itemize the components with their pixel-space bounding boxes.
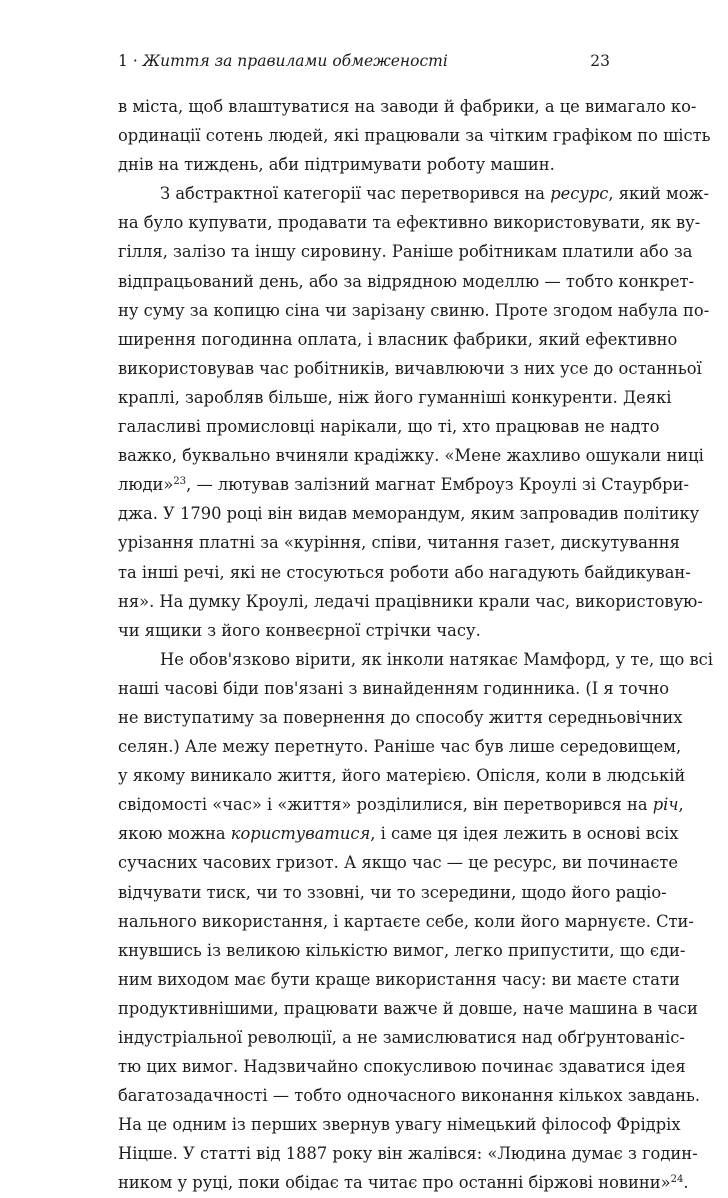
text-line: у якому виникало життя, його матерією. Опісля, коли в людській <box>118 766 686 786</box>
text-line: свідомості «час» і «життя» розділилися, він перетворився на річ, <box>118 795 684 815</box>
text-line: Ніцше. У статті від 1887 року він жалівся: «Людина думає з годин- <box>118 1144 698 1164</box>
text-line: Не обов'язково вірити, як інколи натякає Мамфорд, у те, що всі <box>160 649 713 669</box>
text-line: гілля, залізо та іншу сировину. Раніше робітникам платили або за <box>118 242 693 262</box>
text-line: в міста, щоб влаштуватися на заводи й фабрики, а це вимагало ко- <box>118 97 697 116</box>
text-line: наші часові біди пов'язані з винайденням годинника. (І я точно <box>118 678 670 698</box>
text-line: ня». На думку Кроулі, ледачі працівники крали час, використовую- <box>118 591 703 611</box>
text-line: люди»$^{23}$, — лютував залізний магнат Емброуз Кроулі зі Стаурбри- <box>118 475 689 495</box>
text-line: багатозадачності — тобто одночасного виконання кількох завдань. <box>118 1086 701 1106</box>
text-line: галасливі промисловці нарікали, що ті, хто працював не надто <box>118 417 660 437</box>
body-text <box>118 92 713 1198</box>
running-header <box>118 52 610 74</box>
emphasis: річ <box>652 795 679 815</box>
paragraph <box>118 179 710 645</box>
text-line: селян.) Але межу перетнуто. Раніше час був лише середовищем, <box>118 737 682 757</box>
text-line: та інші речі, які не стосуються роботи або нагадують байдикуван- <box>118 562 691 582</box>
text-line: сучасних часових гризот. А якщо час — це ресурс, ви починаєте <box>118 853 678 873</box>
chapter-number: 1 <box>118 52 128 70</box>
paragraph <box>118 92 711 179</box>
text-line: На це одним із перших звернув увагу німецький філософ Фрідріх <box>118 1115 681 1135</box>
header-separator: · <box>132 52 138 70</box>
text-line: використовував час робітників, вичавлюючи з них усе до останньої <box>118 358 702 378</box>
footnote-ref[interactable]: 23 <box>173 476 187 488</box>
text-line: якою можна користуватися, і саме ця ідея лежить в основі всіх <box>118 824 679 844</box>
text-line: ширення погодинна оплата, і власник фабрики, який ефективно <box>118 329 678 349</box>
text-line: чи ящики з його конвеєрної стрічки часу. <box>118 620 481 640</box>
text-line: ординації сотень людей, які працювали за чітким графіком по шість <box>118 126 711 146</box>
footnote-ref[interactable]: 24 <box>670 1174 684 1186</box>
text-line: відчувати тиск, чи то ззовні, чи то зсередини, щодо його раціо- <box>118 882 667 902</box>
text-line: відпрацьований день, або за відрядною моделлю — тобто конкрет- <box>118 271 694 291</box>
text-line: ну суму за копицю сіна чи зарізану свиню. Проте згодом набула по- <box>118 300 710 320</box>
chapter-title: Життя за правилами обмеженості <box>142 52 448 70</box>
text-line: джа. У 1790 році він видав меморандум, яким запровадив політику <box>118 504 700 524</box>
text-line: кнувшись із великою кількістю вимог, легко припустити, що єди- <box>118 940 686 960</box>
text-line: на було купувати, продавати та ефективно використовувати, як ву- <box>118 213 701 233</box>
text-line: ником у руці, поки обідає та читає про останні біржові новини»$^{24}$. <box>118 1173 689 1193</box>
text-line: важко, буквально вчиняли крадіжку. «Мене жахливо ошукали ниці <box>118 446 704 466</box>
emphasis: користуватися <box>230 824 371 844</box>
text-line: індустріальної революції, а не замислюватися над обґрунтованіс- <box>118 1028 685 1047</box>
text-line: нального використання, і картаєте себе, коли його марнуєте. Сти- <box>118 911 694 931</box>
text-line: З абстрактної категорії час перетворився на ресурс, який мож- <box>160 184 709 204</box>
paragraph <box>118 645 713 1198</box>
text-line: продуктивнішими, працювати важче й довше, наче машина в часи <box>118 998 698 1018</box>
emphasis: ресурс <box>550 184 609 204</box>
text-line: не виступатиму за повернення до способу життя середньовічних <box>118 707 683 727</box>
text-line: днів на тиждень, аби підтримувати роботу машин. <box>118 155 555 175</box>
page-number: 23 <box>590 52 610 70</box>
text-line: краплі, заробляв більше, ніж його гуманніші конкуренти. Деякі <box>118 387 672 407</box>
text-line: ним виходом має бути краще використання часу: ви маєте стати <box>118 969 680 989</box>
text-line: урізання платні за «куріння, співи, читання газет, дискутування <box>118 533 680 553</box>
text-line: тю цих вимог. Надзвичайно спокусливою починає здаватися ідея <box>118 1057 686 1077</box>
running-header-left <box>118 52 448 70</box>
